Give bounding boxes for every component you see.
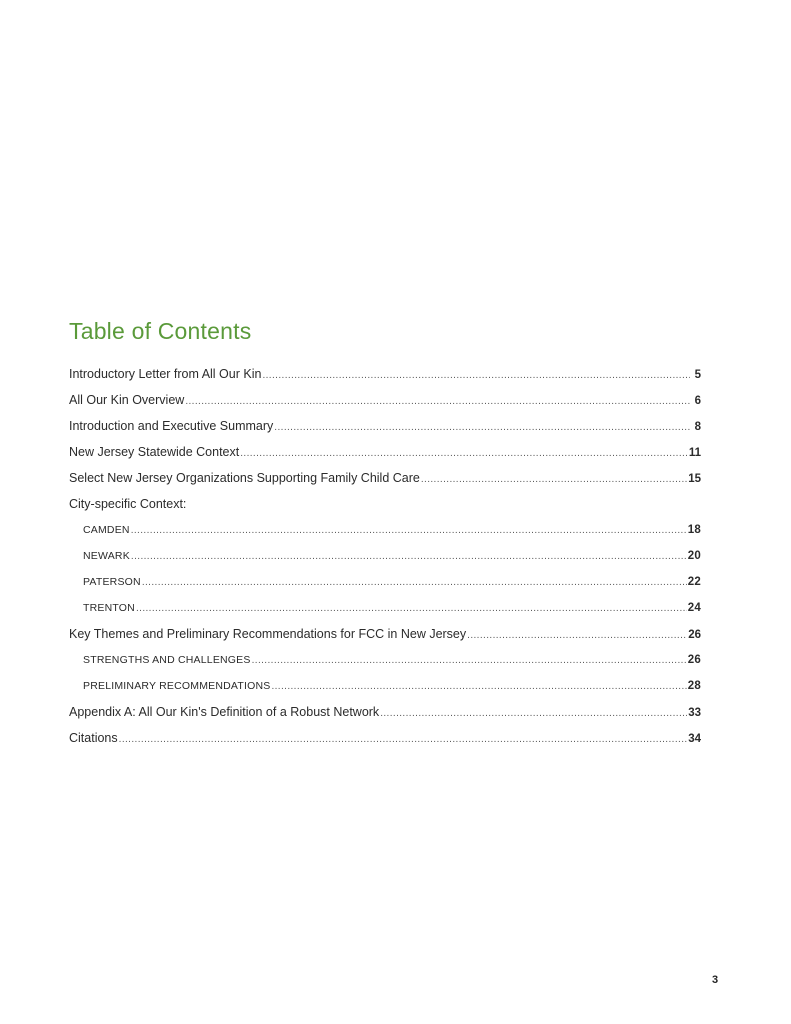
toc-entry-label: Introduction and Executive Summary [69, 419, 274, 433]
toc-entry-preliminary-recommendations[interactable] [69, 676, 701, 702]
toc-entry-page: 11 [688, 447, 701, 459]
toc-entry-label: Key Themes and Preliminary Recommendations for FCC in New Jersey [69, 627, 467, 641]
toc-entry-trenton[interactable] [69, 598, 701, 624]
toc-entry-citations[interactable] [69, 728, 701, 754]
toc-entry-key-themes[interactable] [69, 624, 701, 650]
toc-entry-label: STRENGTHS AND CHALLENGES [83, 654, 251, 666]
dot-leader [142, 573, 687, 593]
page-title: Table of Contents [69, 318, 252, 344]
toc-entry-page: 26 [688, 629, 701, 641]
toc-entry-label: PRELIMINARY RECOMMENDATIONS [83, 680, 271, 692]
toc-entry-page: 15 [688, 473, 701, 485]
toc-entry-label: All Our Kin Overview [69, 393, 185, 407]
toc-entry-label: City-specific Context: [69, 497, 187, 511]
dot-leader [274, 418, 690, 438]
table-of-contents [69, 364, 701, 754]
toc-entry-page: 5 [694, 369, 701, 381]
dot-leader [262, 366, 690, 386]
toc-entry-label: Citations [69, 731, 118, 745]
toc-entry-label: Select New Jersey Organizations Supporting Family Child Care [69, 471, 420, 485]
toc-entry-label: NEWARK [83, 550, 130, 562]
toc-entry-overview[interactable] [69, 390, 701, 416]
toc-entry-camden[interactable] [69, 520, 701, 546]
toc-entry-page: 18 [687, 524, 701, 536]
toc-section-heading-city-context [69, 494, 701, 520]
toc-entry-page: 20 [687, 550, 701, 562]
dot-leader [252, 651, 687, 671]
dot-leader [136, 599, 687, 619]
toc-entry-page: 33 [688, 707, 701, 719]
toc-entry-statewide-context[interactable] [69, 442, 701, 468]
toc-entry-page: 26 [687, 654, 701, 666]
dot-leader [131, 547, 687, 567]
dot-leader [131, 521, 687, 541]
toc-entry-label: CAMDEN [83, 524, 130, 536]
dot-leader [380, 704, 687, 724]
dot-leader [185, 392, 690, 412]
toc-entry-strengths-challenges[interactable] [69, 650, 701, 676]
toc-entry-label: New Jersey Statewide Context [69, 445, 240, 459]
dot-leader [240, 444, 688, 464]
toc-entry-page: 6 [694, 395, 701, 407]
toc-entry-label: PATERSON [83, 576, 141, 588]
dot-leader [119, 730, 688, 750]
toc-entry-appendix-a[interactable] [69, 702, 701, 728]
toc-entry-label: TRENTON [83, 602, 135, 614]
toc-entry-page: 34 [688, 733, 701, 745]
toc-entry-page: 24 [687, 602, 701, 614]
toc-entry-executive-summary[interactable] [69, 416, 701, 442]
toc-entry-page: 22 [687, 576, 701, 588]
toc-entry-label: Appendix A: All Our Kin's Definition of a Robust Network [69, 705, 380, 719]
dot-leader [421, 470, 687, 490]
toc-entry-paterson[interactable] [69, 572, 701, 598]
toc-entry-page: 28 [687, 680, 701, 692]
toc-entry-label: Introductory Letter from All Our Kin [69, 367, 262, 381]
toc-entry-newark[interactable] [69, 546, 701, 572]
toc-entry-introductory-letter[interactable] [69, 364, 701, 390]
dot-leader [271, 677, 686, 697]
dot-leader [467, 626, 687, 646]
toc-entry-organizations[interactable] [69, 468, 701, 494]
page-number: 3 [712, 974, 719, 986]
toc-entry-page: 8 [694, 421, 701, 433]
